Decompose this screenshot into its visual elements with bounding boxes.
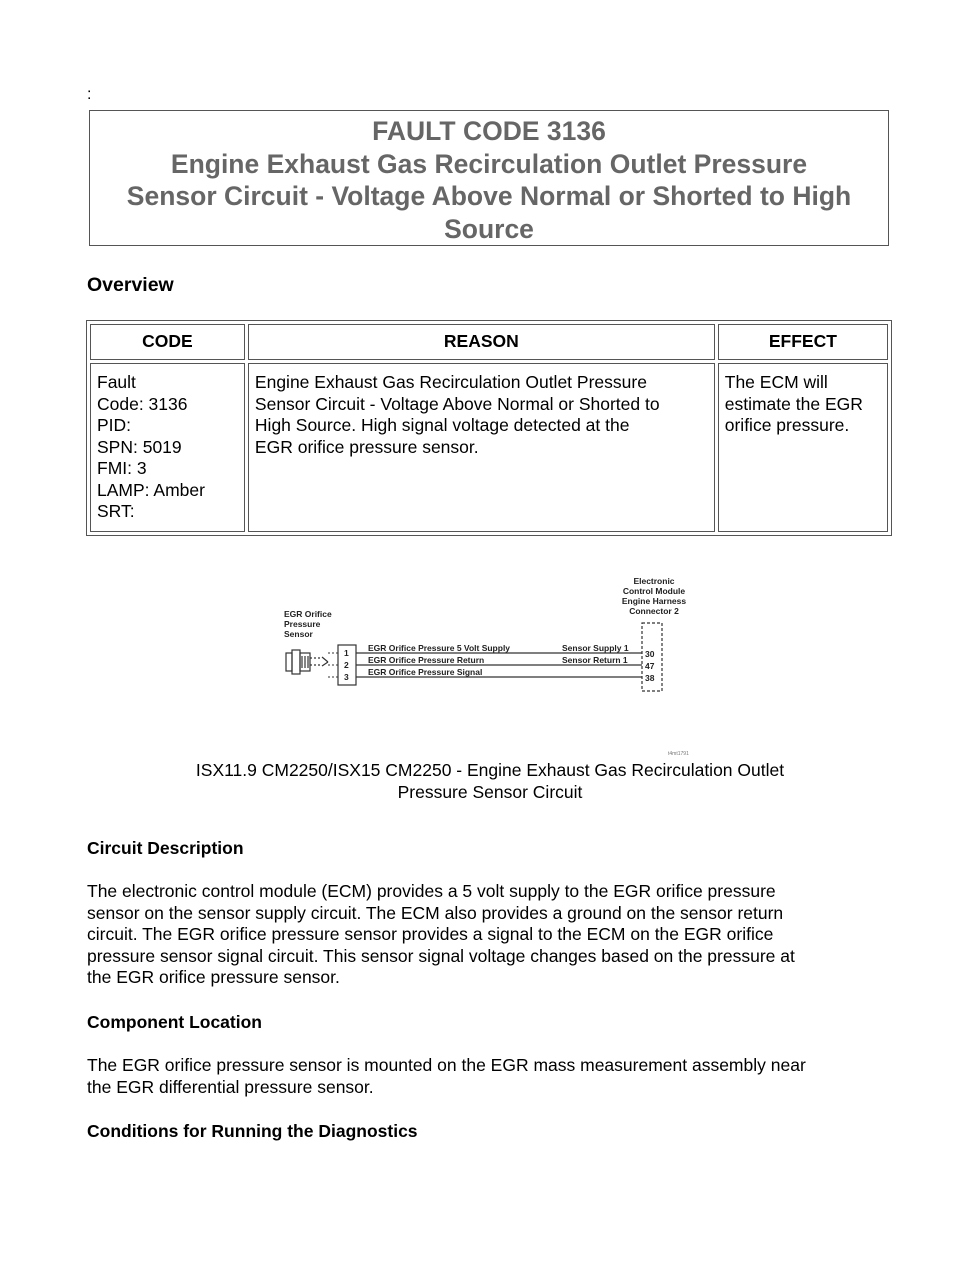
table-row <box>90 363 888 532</box>
overview-heading: Overview <box>87 274 174 296</box>
fault-code-subtitle-line-3: Source <box>444 213 534 244</box>
wire-label: EGR Orifice Pressure Return <box>368 655 485 665</box>
reason-line: EGR orifice pressure sensor. <box>254 436 479 457</box>
paragraph-line: the EGR differential pressure sensor. <box>87 1076 374 1097</box>
effect-line: The ECM will <box>724 372 828 392</box>
sensor-pin-number: 3 <box>344 672 349 682</box>
fault-code-subtitle-line-1: Engine Exhaust Gas Recirculation Outlet Pressure <box>170 148 808 179</box>
ecm-label-line: Engine Harness <box>621 596 687 606</box>
wire-label: EGR Orifice Pressure Signal <box>368 667 483 677</box>
ecm-label-line: Control Module <box>622 586 686 596</box>
reason-line: High Source. High signal voltage detected at the <box>254 415 630 435</box>
reason-line: Sensor Circuit - Voltage Above Normal or Shorted to <box>254 393 660 414</box>
caption-line: Pressure Sensor Circuit <box>397 781 583 802</box>
ecm-circuit-label: Sensor Supply 1 <box>562 643 629 653</box>
code-line: SRT: <box>97 501 135 521</box>
header-effect: EFFECT <box>718 324 888 360</box>
sensor-body-icon <box>286 650 328 674</box>
caption-line: ISX11.9 CM2250/ISX15 CM2250 - Engine Exhaust Gas Recirculation Outlet <box>195 760 785 780</box>
fault-code-subtitle-line-2: Sensor Circuit - Voltage Above Normal or Shorted to High <box>126 181 852 211</box>
sensor-label-line: EGR Orifice <box>284 609 332 619</box>
code-line: PID: <box>97 415 132 435</box>
code-line: SPN: 5019 <box>97 436 182 457</box>
reason-cell <box>248 363 715 532</box>
fault-code-title: FAULT CODE 3136 <box>372 116 606 146</box>
paragraph-line: The EGR orifice pressure sensor is mounted on the EGR mass measurement assembly near <box>87 1055 806 1075</box>
sensor-label-line: Pressure <box>284 619 321 629</box>
ecm-pin-number: 47 <box>645 661 655 671</box>
component-location-heading: Component Location <box>87 1012 262 1032</box>
code-line: Code: 3136 <box>97 393 188 414</box>
ecm-pin-number: 38 <box>645 673 655 683</box>
sensor-pin-number: 1 <box>344 648 349 658</box>
leading-colon: : <box>87 86 92 103</box>
circuit-diagram <box>280 573 700 763</box>
wire-label: EGR Orifice Pressure 5 Volt Supply <box>368 643 511 653</box>
component-location-paragraph <box>87 1055 887 1098</box>
circuit-description-paragraph <box>87 881 887 989</box>
code-line: Fault <box>97 372 136 392</box>
paragraph-line: sensor on the sensor supply circuit. The ECM also provides a ground on the sensor return <box>87 902 784 923</box>
fault-code-title-box <box>89 110 889 246</box>
paragraph-line: The electronic control module (ECM) provides a 5 volt supply to the EGR orifice pressure <box>87 881 776 901</box>
effect-line: orifice pressure. <box>724 415 850 435</box>
figure-id: t4mt1791 <box>668 751 689 757</box>
ecm-pin-number: 30 <box>645 649 655 659</box>
effect-line: estimate the EGR <box>724 393 863 414</box>
paragraph-line: the EGR orifice pressure sensor. <box>87 967 340 987</box>
code-cell <box>90 363 245 532</box>
ecm-label-line: Connector 2 <box>629 606 679 616</box>
header-code: CODE <box>90 324 245 360</box>
circuit-description-heading: Circuit Description <box>87 838 244 858</box>
code-line: FMI: 3 <box>97 458 147 478</box>
sensor-pin-number: 2 <box>344 660 349 670</box>
reason-line: Engine Exhaust Gas Recirculation Outlet Pressure <box>254 372 647 392</box>
sensor-label-line: Sensor <box>284 629 313 639</box>
ecm-label-line: Electronic <box>633 576 675 586</box>
figure-caption <box>120 760 860 803</box>
table-header-row <box>90 324 888 360</box>
conditions-heading: Conditions for Running the Diagnostics <box>87 1121 418 1141</box>
overview-table <box>86 320 892 536</box>
ecm-circuit-label: Sensor Return 1 <box>562 655 628 665</box>
effect-cell <box>718 363 888 532</box>
code-line: LAMP: Amber <box>97 479 205 500</box>
paragraph-line: pressure sensor signal circuit. This sensor signal voltage changes based on the pressure at <box>87 945 795 966</box>
header-reason: REASON <box>248 324 715 360</box>
paragraph-line: circuit. The EGR orifice pressure sensor provides a signal to the ECM on the EGR orifice <box>87 924 774 944</box>
